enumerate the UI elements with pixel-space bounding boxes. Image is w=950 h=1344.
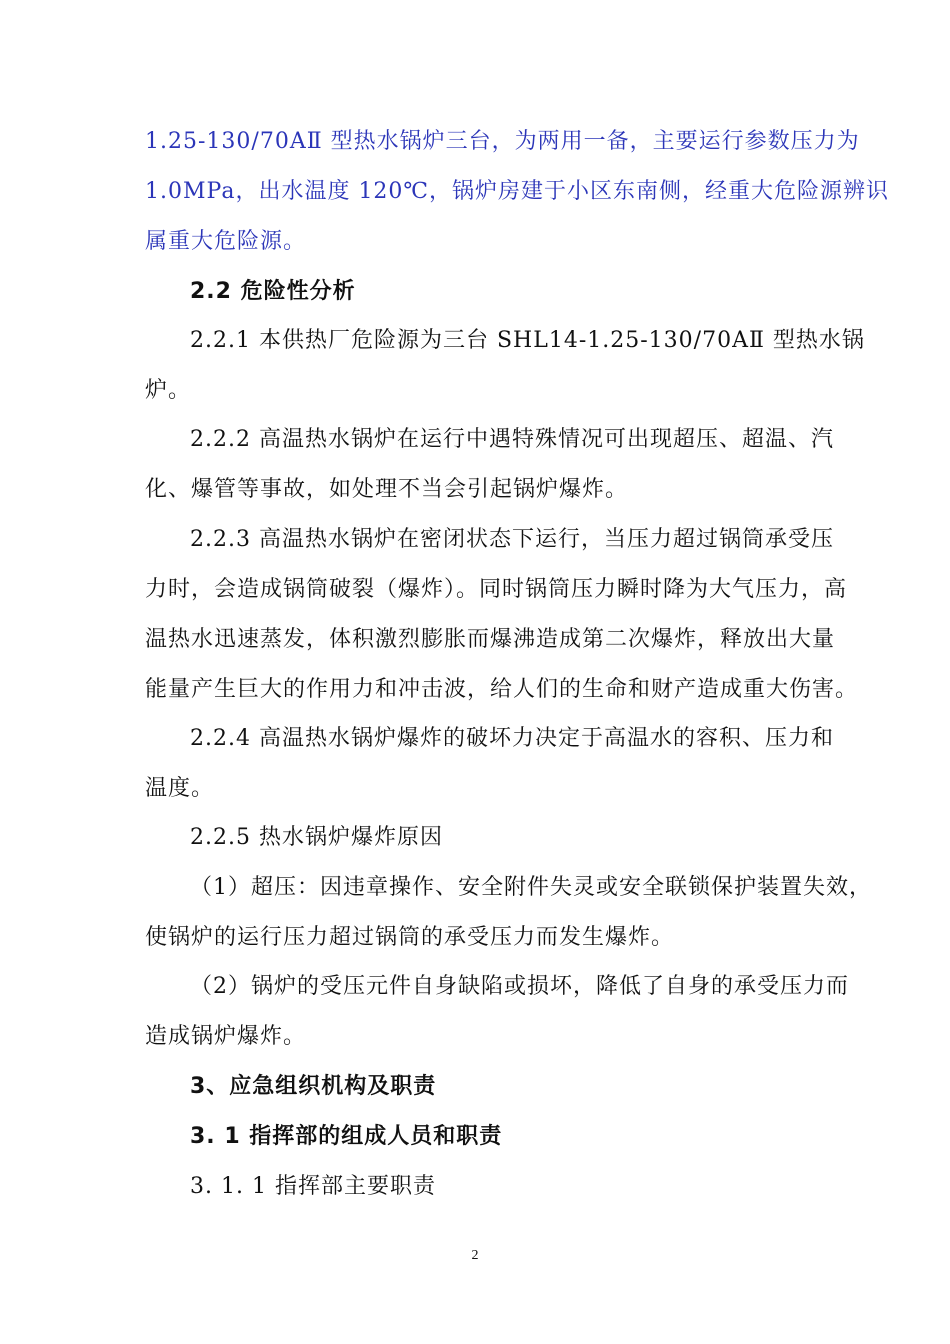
section-3-1-heading: 3. 1 指挥部的组成人员和职责 [190, 1124, 503, 1149]
paragraph-2-2-1-line-1: 2.2.1 本供热厂危险源为三台 SHL14-1.25-130/70AⅡ 型热水锅 [190, 328, 865, 353]
cause-2-line-1: （2）锅炉的受压元件自身缺陷或损坏，降低了自身的承受压力而 [190, 974, 849, 999]
intro-line-3: 属重大危险源。 [145, 229, 307, 254]
cause-1-line-1: （1）超压：因违章操作、安全附件失灵或安全联锁保护装置失效， [190, 875, 872, 900]
paragraph-2-2-3-line-1: 2.2.3 高温热水锅炉在密闭状态下运行，当压力超过锅筒承受压 [190, 527, 834, 552]
paragraph-2-2-4-line-2: 温度。 [145, 776, 215, 801]
paragraph-2-2-3-line-4: 能量产生巨大的作用力和冲击波，给人们的生命和财产造成重大伤害。 [145, 677, 859, 702]
paragraph-2-2-4-line-1: 2.2.4 高温热水锅炉爆炸的破坏力决定于高温水的容积、压力和 [190, 726, 834, 751]
intro-line-2: 1.0MPa，出水温度 120℃，锅炉房建于小区东南侧，经重大危险源辨识 [145, 179, 890, 204]
cause-2-line-2: 造成锅炉爆炸。 [145, 1024, 307, 1049]
section-2-2-heading: 2.2 危险性分析 [190, 279, 356, 304]
paragraph-2-2-2-line-2: 化、爆管等事故，如处理不当会引起锅炉爆炸。 [145, 477, 629, 502]
section-3-1-1-heading: 3. 1. 1 指挥部主要职责 [190, 1174, 436, 1199]
paragraph-2-2-3-line-3: 温热水迅速蒸发，体积激烈膨胀而爆沸造成第二次爆炸，释放出大量 [145, 627, 836, 652]
paragraph-2-2-2-line-1: 2.2.2 高温热水锅炉在运行中遇特殊情况可出现超压、超温、汽 [190, 427, 834, 452]
intro-line-1: 1.25-130/70AⅡ 型热水锅炉三台，为两用一备，主要运行参数压力为 [145, 129, 860, 154]
paragraph-2-2-5: 2.2.5 热水锅炉爆炸原因 [190, 825, 443, 850]
cause-1-line-2: 使锅炉的运行压力超过锅筒的承受压力而发生爆炸。 [145, 925, 675, 950]
paragraph-2-2-3-line-2: 力时，会造成锅筒破裂（爆炸）。同时锅筒压力瞬时降为大气压力，高 [145, 577, 848, 602]
paragraph-2-2-1-line-2: 炉。 [145, 378, 192, 403]
section-3-heading: 3、应急组织机构及职责 [190, 1074, 437, 1099]
page-number: 2 [471, 1248, 479, 1263]
